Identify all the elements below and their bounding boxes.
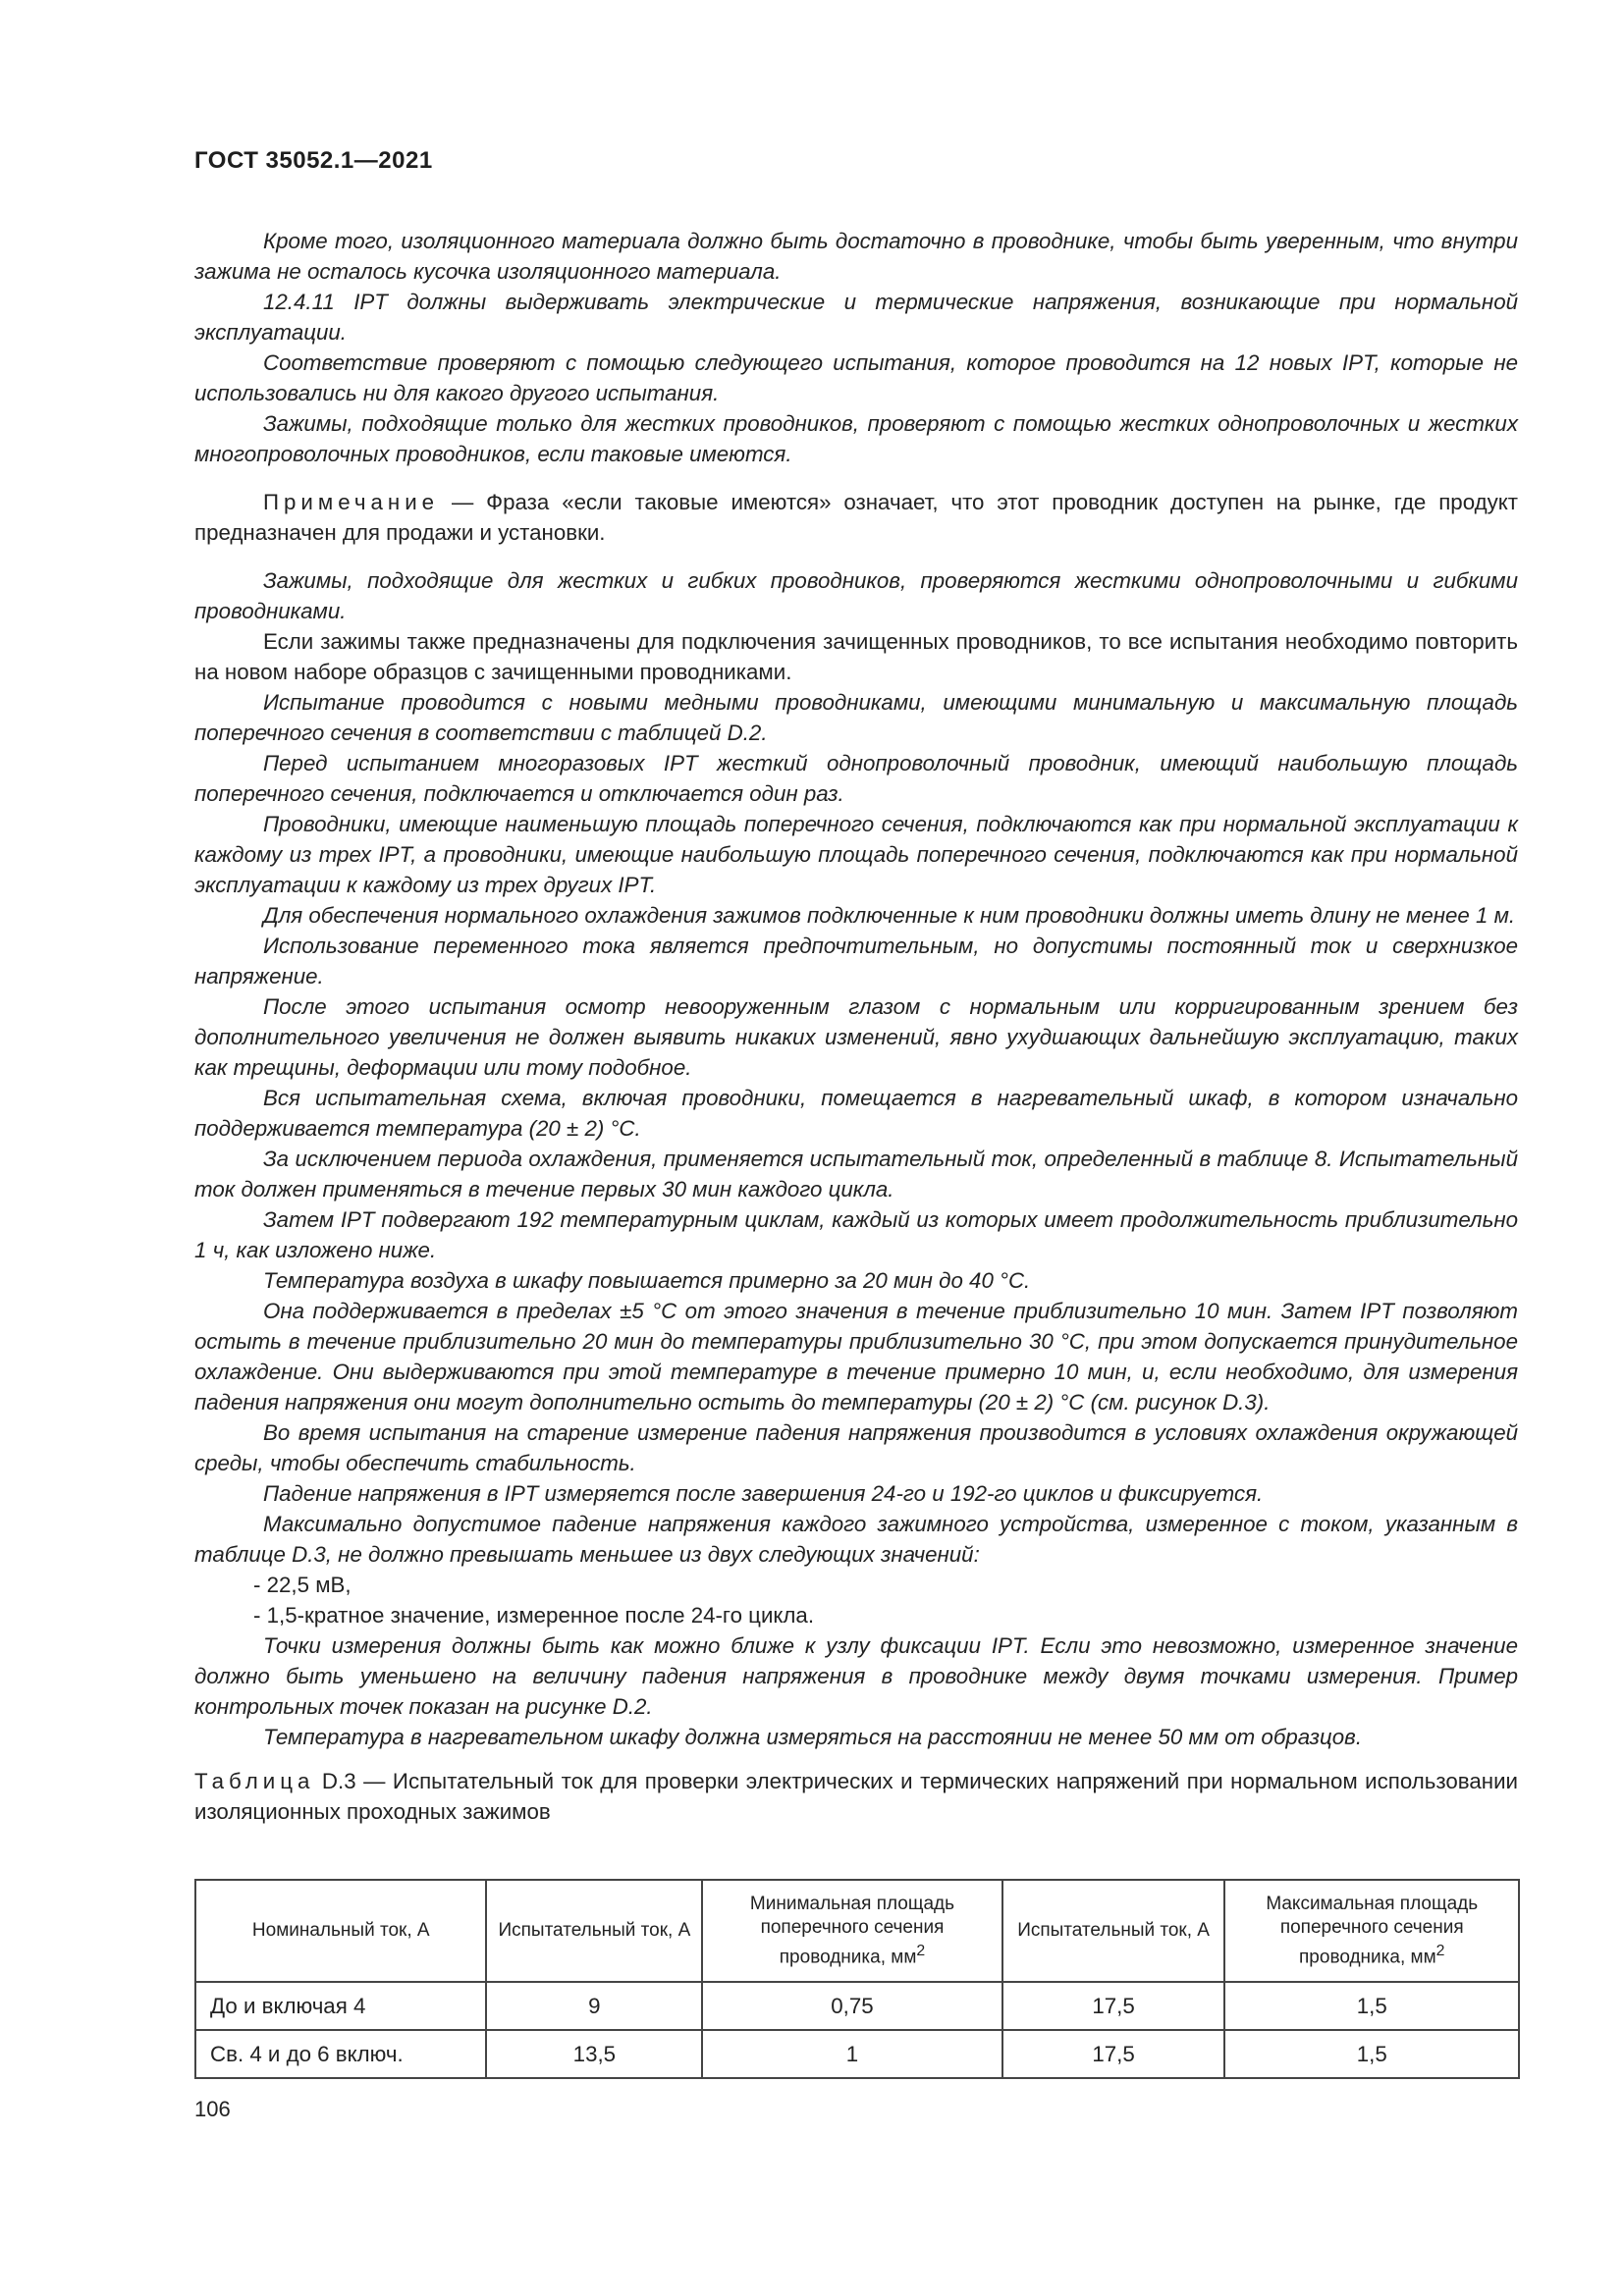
paragraph: Зажимы, подходящие только для жестких проводников, проверяют с помощью жестких однопроволочных и жестких многопроволочных проводников, если таковые имеются. [194,411,1518,466]
header-text: Минимальная площадь поперечного сечения проводника, мм [749,1893,955,1968]
paragraph: Затем IPT подвергают 192 температурным циклам, каждый из которых имеет продолжительность приблизительно 1 ч, как изложено ниже. [194,1207,1518,1262]
paragraph: После этого испытания осмотр невооруженным глазом с нормальным или корригированным зрением без дополнительного увеличения не должен выявить никаких изменений, явно ухудшающих дальнейшую эксплуатацию, таких как трещины, деформации или тому подобное. [194,994,1518,1080]
list-item: - 22,5 мВ, [253,1573,352,1597]
table-cell: Св. 4 и до 6 включ. [195,2030,486,2078]
paragraph: Соответствие проверяют с помощью следующего испытания, которое проводится на 12 новых IPT, которые не использовались ни для какого другого испытания. [194,350,1518,405]
table-caption-label: Таблица [194,1769,315,1793]
paragraph: За исключением периода охлаждения, применяется испытательный ток, определенный в таблице 8. Испытательный ток должен применяться в течение первых 30 мин каждого цикла. [194,1147,1518,1201]
table-header-cell [1224,1880,1519,1982]
table-cell: 17,5 [1002,2030,1225,2078]
superscript: 2 [1435,1942,1445,1959]
document-header: ГОСТ 35052.1—2021 [194,147,433,174]
page-number: 106 [194,2097,231,2121]
note [194,487,1518,548]
paragraph: Для обеспечения нормального охлаждения зажимов подключенные к ним проводники должны иметь длину не менее 1 м. [263,903,1516,928]
paragraph: Температура в нагревательном шкафу должна измеряться на расстоянии не менее 50 мм от образцов. [263,1725,1363,1749]
paragraph: Если зажимы также предназначены для подключения зачищенных проводников, то все испытания необходимо повторить на новом наборе образцов с зачищенными проводниками. [194,629,1518,684]
paragraph: Максимально допустимое падение напряжения каждого зажимного устройства, измеренное с током, указанным в таблице D.3, не должно превышать меньшее из двух следующих значений: [194,1512,1518,1567]
table-cell: До и включая 4 [195,1982,486,2030]
note-label: Примечание [263,490,440,514]
table-header-cell: Номинальный ток, А [195,1880,486,1982]
table-caption [194,1766,1518,1827]
table-row [195,2030,1519,2078]
document-body [194,226,1518,1827]
paragraph: Проводники, имеющие наименьшую площадь поперечного сечения, подключаются как при нормальной эксплуатации к каждому из трех IPT, а проводники, имеющие наибольшую площадь поперечного сечения, подключаются как при нормальной эксплуатации к каждому из трех других IPT. [194,812,1518,897]
table-header-row [195,1880,1519,1982]
superscript: 2 [916,1942,926,1959]
table-cell: 17,5 [1002,1982,1225,2030]
table-header-cell: Испытательный ток, А [486,1880,702,1982]
table-row [195,1982,1519,2030]
paragraph: Падение напряжения в IPT измеряется после завершения 24-го и 192-го циклов и фиксируется. [263,1481,1264,1506]
table-caption-text: D.3 — Испытательный ток для проверки электрических и термических напряжений при нормальном использовании изоляционных проходных зажимов [194,1769,1518,1824]
table-cell: 9 [486,1982,702,2030]
table-header-cell [702,1880,1001,1982]
note-text: — Фраза «если таковые имеются» означает, что этот проводник доступен на рынке, где продукт предназначен для продажи и установки. [194,490,1518,545]
paragraph: Перед испытанием многоразовых IPT жесткий однопроволочный проводник, имеющий наибольшую площадь поперечного сечения, подключается и отключается один раз. [194,751,1518,806]
paragraph: Температура воздуха в шкафу повышается примерно за 20 мин до 40 °С. [263,1268,1031,1293]
list-item: - 1,5-кратное значение, измеренное после 24-го цикла. [253,1603,815,1628]
paragraph: Кроме того, изоляционного материала должно быть достаточно в проводнике, чтобы быть уверенным, что внутри зажима не осталось кусочка изоляционного материала. [194,229,1518,284]
paragraph: Зажимы, подходящие для жестких и гибких проводников, проверяются жесткими однопроволочными и гибкими проводниками. [194,568,1518,623]
paragraph: Она поддерживается в пределах ±5 °С от этого значения в течение приблизительно 10 мин. Затем IPT позволяют остыть в течение приблизительно 20 мин до температуры приблизительно 30 °С, при этом допускается принудительное охлаждение. Они выдерживаются при этой температуре в течение примерно 10 мин, и, если необходимо, для измерения падения напряжения они могут дополнительно остыть до температуры (20 ± 2) °С (см. рисунок D.3). [194,1299,1518,1415]
table-cell: 1,5 [1224,2030,1519,2078]
table-cell: 1 [702,2030,1001,2078]
table-cell: 1,5 [1224,1982,1519,2030]
paragraph: Точки измерения должны быть как можно ближе к узлу фиксации IPT. Если это невозможно, измеренное значение должно быть уменьшено на величину падения напряжения в проводнике между двумя точками измерения. Пример контрольных точек показан на рисунке D.2. [194,1633,1518,1719]
table-header-cell: Испытательный ток, А [1002,1880,1225,1982]
data-table [194,1879,1520,2079]
paragraph: Вся испытательная схема, включая проводники, помещается в нагревательный шкаф, в котором изначально поддерживается температура (20 ± 2) °С. [194,1086,1518,1141]
header-text: Максимальная площадь поперечного сечения проводника, мм [1266,1893,1479,1968]
table-cell: 0,75 [702,1982,1001,2030]
paragraph: Во время испытания на старение измерение падения напряжения производится в условиях охлаждения окружающей среды, чтобы обеспечить стабильность. [194,1420,1518,1475]
table-cell: 13,5 [486,2030,702,2078]
paragraph-clause-12-4-11: 12.4.11 IPT должны выдерживать электрические и термические напряжения, возникающие при нормальной эксплуатации. [194,290,1518,345]
paragraph: Испытание проводится с новыми медными проводниками, имеющими минимальную и максимальную площадь поперечного сечения в соответствии с таблицей D.2. [194,690,1518,745]
paragraph: Использование переменного тока является предпочтительным, но допустимы постоянный ток и сверхнизкое напряжение. [194,934,1518,988]
